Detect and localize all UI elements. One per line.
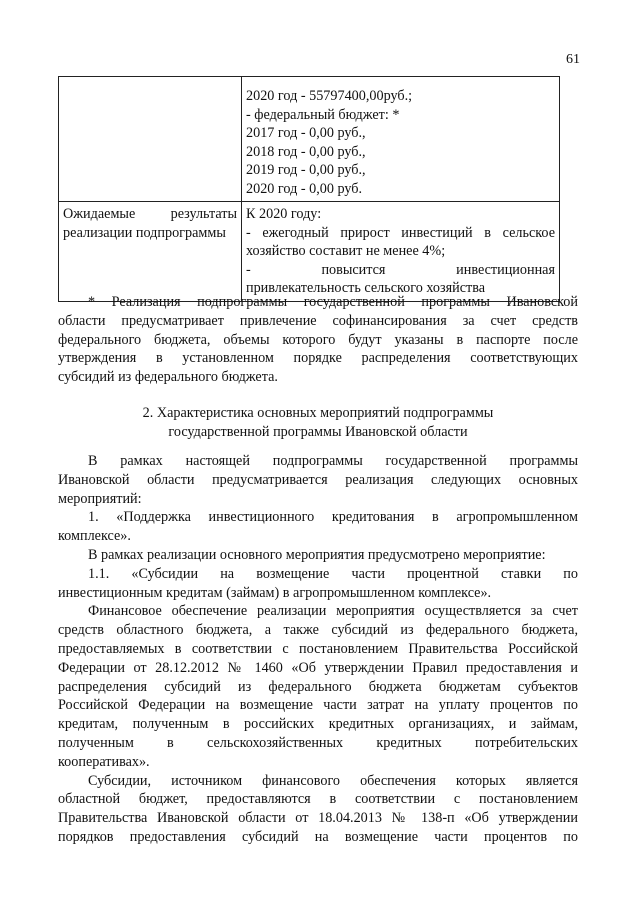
body-line: Российской Федерации на возмещение части затрат на уплату процентов по xyxy=(58,697,578,714)
funding-line: 2020 год - 0,00 руб. xyxy=(246,180,363,197)
results-line: - ежегодный прирост инвестиций в сельское xyxy=(246,224,555,241)
expected-results-label: Ожидаемые результаты xyxy=(63,206,237,222)
table-cell-funding xyxy=(242,77,560,202)
footnote-line: субсидий из федерального бюджета. xyxy=(58,369,278,386)
body-line: комплексе». xyxy=(58,528,131,545)
funding-line: 2019 год - 0,00 руб., xyxy=(246,162,366,178)
body-line: кооперативах». xyxy=(58,753,150,770)
body-line: В рамках настоящей подпрограммы государственной программы xyxy=(88,453,578,469)
body-line: порядков предоставления субсидий на возмещение части процентов по xyxy=(58,828,578,845)
footnote-line: области предусматривает привлечение софинансирования за счет средств xyxy=(58,312,578,329)
body-line: инвестиционным кредитам (займам) в агропромышленном комплексе». xyxy=(58,584,492,601)
body-line: Финансовое обеспечение реализации мероприятия осуществляется за счет xyxy=(88,603,578,620)
results-line: привлекательность сельского хозяйства xyxy=(246,280,486,296)
section-heading-line: государственной программы Ивановской области xyxy=(168,424,468,440)
passport-table xyxy=(58,76,560,302)
body-line: мероприятий: xyxy=(58,490,142,507)
body-line: полученным в сельскохозяйственных кредитных потребительских xyxy=(58,734,578,751)
body-line: распределения субсидий из федерального бюджета бюджетам субъектов xyxy=(58,678,578,695)
results-line: - повысится инвестиционная xyxy=(246,261,555,278)
footnote-line: федерального бюджета, объемы которого будут указаны в паспорте после xyxy=(58,331,578,348)
funding-line: - федеральный бюджет: * xyxy=(246,106,400,123)
body-line: Правительства Ивановской области от 18.04.2013 № 138-п «Об утверждении xyxy=(58,810,578,827)
table-cell-empty xyxy=(59,77,242,202)
section-heading xyxy=(58,404,578,442)
body-line: средств областного бюджета, а также субсидий из федерального бюджета, xyxy=(58,622,578,639)
page-number: 61 xyxy=(566,52,580,67)
section-heading-line: 2. Характеристика основных мероприятий подпрограммы xyxy=(142,405,494,421)
body-line: Ивановской области предусматривается реализация следующих основных xyxy=(58,471,578,488)
expected-results-label: реализации подпрограммы xyxy=(63,224,226,241)
body-line: Федерации от 28.12.2012 № 1460 «Об утверждении Правил предоставления и xyxy=(58,659,578,676)
body-line: 1.1. «Субсидии на возмещение части процентной ставки по xyxy=(88,565,578,582)
table-cell-results xyxy=(242,202,560,302)
funding-line: 2017 год - 0,00 руб., xyxy=(246,125,366,141)
footnote-line: * Реализация подпрограммы государственной программы Ивановской xyxy=(88,294,578,310)
body-line: 1. «Поддержка инвестиционного кредитования в агропромышленном xyxy=(88,509,578,526)
table-row xyxy=(59,202,560,302)
funding-line: 2018 год - 0,00 руб., xyxy=(246,143,366,160)
body-line: кредитам, полученным в российских кредитных организациях, и займам, xyxy=(58,716,578,733)
funding-line: 2020 год - 55797400,00руб.; xyxy=(246,88,413,104)
results-line: К 2020 году: xyxy=(246,206,322,222)
table-row xyxy=(59,77,560,202)
body-line: В рамках реализации основного мероприятия предусмотрено мероприятие: xyxy=(88,546,546,563)
body-text xyxy=(58,452,578,847)
body-line: Субсидии, источником финансового обеспечения которых является xyxy=(88,772,578,789)
body-line: предоставляемых в соответствии с постановлением Правительства Российской xyxy=(58,640,578,657)
results-line: хозяйство составит не менее 4%; xyxy=(246,243,446,259)
table-cell-label xyxy=(59,202,242,302)
footnote-line: утверждения в установленном порядке распределения соответствующих xyxy=(58,350,578,367)
footnote xyxy=(58,293,578,387)
body-line: областной бюджет, предоставляются в соответствии с постановлением xyxy=(58,791,578,808)
